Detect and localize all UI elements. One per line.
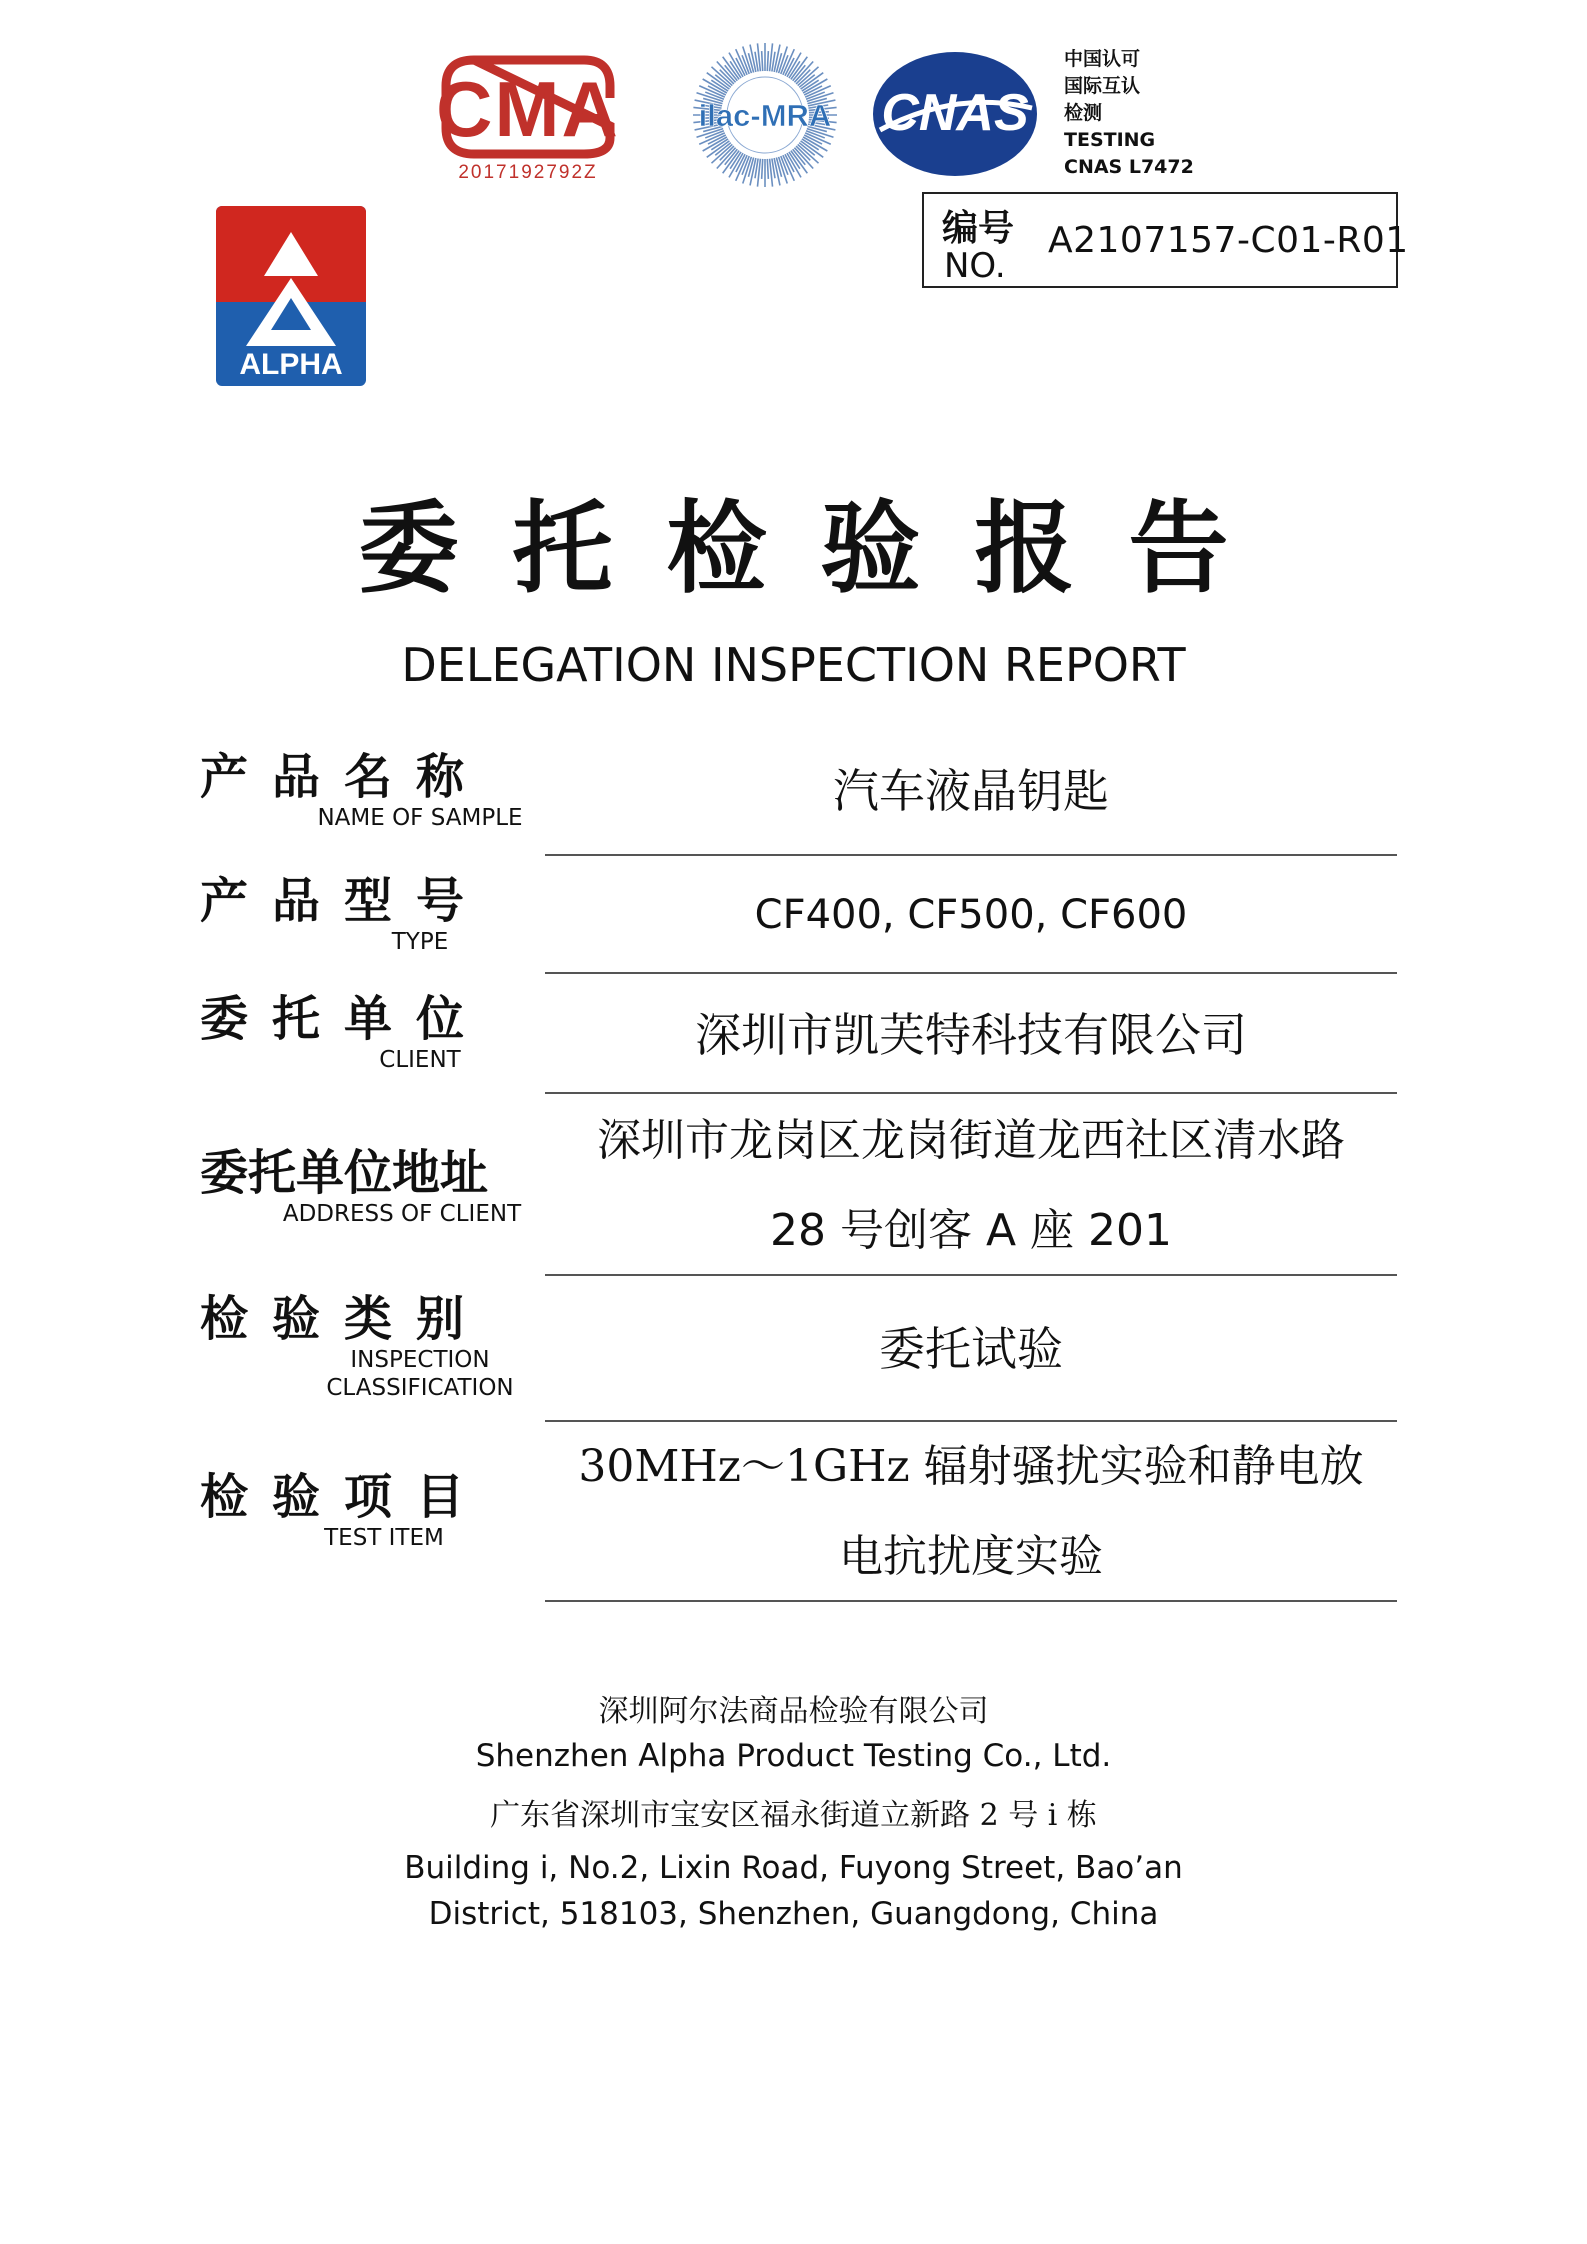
cnas-line: 检测: [1064, 102, 1103, 124]
address-value-line2: 28 号创客 A 座 201: [769, 1205, 1172, 1256]
address-label-cn: 委托单位地址: [200, 1145, 489, 1201]
sample-name-label-en: NAME OF SAMPLE: [317, 805, 523, 831]
test-item-label: [200, 1470, 500, 1552]
seal-ray: [767, 51, 768, 71]
divider: [545, 1420, 1397, 1422]
classification-value: 委托试验: [879, 1322, 1063, 1376]
divider: [545, 1092, 1397, 1094]
report-title-cn: 委托检验报告: [358, 489, 1283, 607]
alpha-logo: [216, 206, 366, 386]
type-value: CF400, CF500, CF600: [754, 892, 1188, 938]
type-label-cn: 产品型号: [200, 873, 489, 929]
divider: [545, 972, 1397, 974]
alpha-mark: ALPHA: [239, 348, 343, 381]
company-address-en-line2: District, 518103, Shenzhen, Guangdong, China: [428, 1896, 1159, 1932]
cnas-line: TESTING: [1064, 129, 1156, 151]
test-item-value-line2: 电抗扰度实验: [839, 1531, 1103, 1582]
address-value-line1: 深圳市龙岗区龙岗街道龙西社区清水路: [597, 1115, 1345, 1166]
report-number-box: [922, 192, 1409, 288]
cma-logo: [434, 52, 622, 182]
classification-label-en-1: INSPECTION: [350, 1347, 490, 1373]
test-item-value-line1: 30MHz～1GHz 辐射骚扰实验和静电放: [578, 1441, 1364, 1492]
report-number-label-en: NO.: [944, 246, 1006, 286]
client-label-en: CLIENT: [379, 1047, 461, 1073]
sample-name-value: 汽车液晶钥匙: [833, 764, 1109, 818]
classification-label-cn: 检验类别: [200, 1291, 489, 1347]
divider: [545, 854, 1397, 856]
company-address-cn: 广东省深圳市宝安区福永街道立新路 2 号 i 栋: [490, 1798, 1097, 1833]
cnas-line: 国际互认: [1064, 75, 1141, 97]
sample-name-label: [200, 749, 523, 832]
company-name-cn: 深圳阿尔法商品检验有限公司: [598, 1694, 989, 1729]
company-name-en: Shenzhen Alpha Product Testing Co., Ltd.: [475, 1738, 1112, 1774]
seal-ray: [762, 159, 763, 179]
divider: [545, 1274, 1397, 1276]
cnas-mark: CNAS: [881, 84, 1029, 142]
seal-ray: [762, 51, 763, 71]
classification-label-en-2: CLASSIFICATION: [326, 1375, 514, 1401]
ilac-mra-logo: [690, 40, 840, 190]
report-title-en: DELEGATION INSPECTION REPORT: [401, 638, 1186, 692]
type-label-en: TYPE: [391, 929, 449, 955]
cnas-line: CNAS L7472: [1064, 156, 1194, 178]
test-item-label-cn: 检验项目: [200, 1469, 489, 1525]
type-label: [200, 874, 500, 956]
divider: [545, 1600, 1397, 1602]
company-address-en-line1: Building i, No.2, Lixin Road, Fuyong Street, Bao’an: [404, 1850, 1183, 1886]
seal-ray: [767, 159, 768, 179]
cnas-line: 中国认可: [1064, 48, 1141, 70]
test-item-label-en: TEST ITEM: [324, 1525, 444, 1551]
client-value: 深圳市凯芙特科技有限公司: [695, 1008, 1247, 1062]
client-label: [200, 992, 500, 1074]
client-label-cn: 委托单位: [200, 991, 489, 1047]
address-label: [200, 1145, 522, 1228]
cma-mark: CMA: [436, 65, 620, 153]
address-label-en: ADDRESS OF CLIENT: [282, 1201, 522, 1227]
report-number: A2107157-C01-R01: [1048, 220, 1409, 261]
ilac-mark: ilac-MRA: [698, 98, 832, 133]
report-number-label-cn: 编号: [942, 208, 1015, 249]
sample-name-label-cn: 产品名称: [200, 749, 489, 805]
cma-code: 2017192792Z: [458, 162, 598, 182]
cnas-accreditation-text: [1064, 46, 1224, 181]
classification-label: [200, 1291, 514, 1402]
cnas-logo: [870, 50, 1040, 178]
